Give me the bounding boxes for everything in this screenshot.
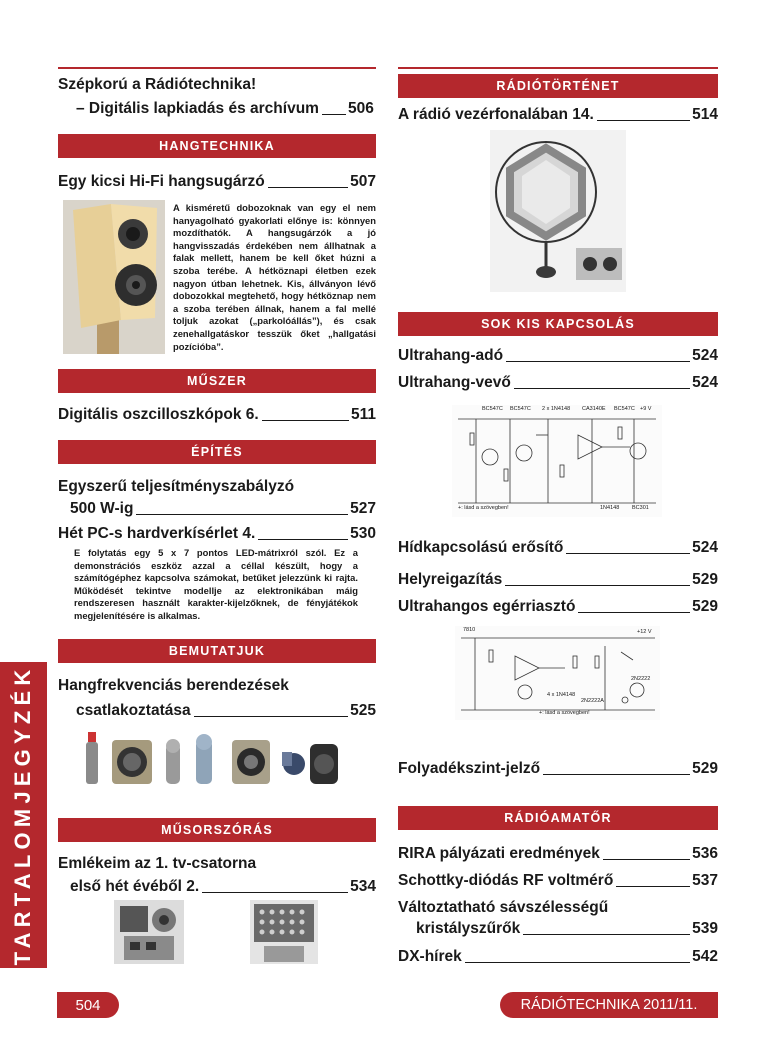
entry-title: Ultrahang-adó [398,347,504,364]
toc-entry-vezerfonal[interactable] [398,106,718,124]
magazine-issue: RÁDIÓTECHNIKA 2011/11. [500,992,718,1018]
toc-entry-pc-hardver[interactable] [58,525,376,543]
section-band-muszer: MŰSZER [58,369,376,393]
entry-page: 539 [692,920,718,937]
section-band-musorszoras: MŰSORSZÓRÁS [58,818,376,842]
entry-title: Hídkapcsolású erősítő [398,539,564,556]
connectors-photo [82,728,342,790]
leader-line [603,859,690,860]
leader-line [543,774,690,775]
page-number: 504 [57,992,119,1018]
speaker-photo [63,200,165,354]
leader-line [578,612,690,613]
egerriaszto-schematic [455,626,660,720]
top-rule-left [58,67,376,69]
section-band-epites: ÉPÍTÉS [58,440,376,464]
leader-line [505,585,690,586]
tv-equipment-photo-1 [114,900,184,964]
schematic-label: BC547C [614,406,635,412]
toc-entry-hidkapcsolasu[interactable] [398,539,718,557]
side-tab-label: TARTALOMJEGYZÉK [10,664,35,966]
entry-page: 542 [692,948,718,965]
schematic-label: +9 V [640,406,652,412]
leader-line [262,420,349,421]
leader-line [258,539,348,540]
toc-entry-schottky[interactable] [398,872,718,890]
schematic-label: 4 x 1N4148 [547,692,576,698]
entry-title: Schottky-diódás RF voltmérő [398,872,614,889]
toc-entry-teljesitmeny[interactable] [70,500,376,518]
toc-entry-folyadekszint[interactable] [398,760,718,778]
toc-entry-archivum[interactable] [76,100,376,118]
entry-title: DX-hírek [398,948,462,965]
schematic-label: BC547C [482,406,503,412]
intro-title: Szépkorú a Rádiótechnika! [58,76,257,93]
leader-line [322,114,346,115]
section-band-radioamator: RÁDIÓAMATŐR [398,806,718,830]
ultrahang-vevo-schematic [452,405,662,517]
schematic-label: +: lásd a szövegben! [458,505,509,511]
toc-entry-hangfrekvencias[interactable] [76,702,376,720]
entry-title: Digitális oszcilloszkópok 6. [58,406,259,423]
schematic-label: BC547C [510,406,531,412]
emlekeim-title-line1: Emlékeim az 1. tv-csatorna [58,855,257,872]
section-band-sok-kis-kapcsolas: SOK KIS KAPCSOLÁS [398,312,718,336]
entry-title: Folyadékszint-jelző [398,760,541,777]
entry-page: 527 [350,500,376,517]
loop-antenna-photo [490,130,626,292]
entry-title: – Digitális lapkiadás és archívum [76,100,319,117]
section-band-bemutatjuk: BEMUTATJUK [58,639,376,663]
top-rule-right [398,67,718,69]
toc-entry-ultrahang-vevo[interactable] [398,374,718,392]
entry-page: 525 [350,702,376,719]
tv-equipment-photo-2 [250,900,318,964]
entry-page: 506 [347,100,374,117]
leader-line [514,388,690,389]
toc-entry-ultrahang-ado[interactable] [398,347,718,365]
toc-entry-emlekeim[interactable] [70,878,376,896]
leader-line [597,120,690,121]
leader-line [194,716,349,717]
entry-page: 524 [692,347,718,364]
schematic-label: CA3140E [582,406,606,412]
entry-page: 514 [692,106,718,123]
toc-entry-rira[interactable] [398,845,718,863]
entry-title: első hét évéből 2. [70,878,200,895]
schematic-label: 7810 [463,627,476,633]
hifi-blurb: A kisméretű dobozoknak van egy el nem hanyagolható gyakorlati előnye is: könnyen mozdíthatók. A hangsugárzók a jó hangvisszadás érdekében nem állhatnak a falak mellett, hanem be kell őket húzni a szoba terébe. A hétköznapi életben ezek nagyon útban lehetnek. Kis, állványon lévő dobozokkal megtehető, hogy hétköznap nem a szoba terében állnak, hanem a fal mellé toljuk azokat („parkolóállás”), és csak zenehallgatáskor tesszük őket „hallgatási pozícióba”. [173,202,376,352]
toc-entry-dx-hirek[interactable] [398,948,718,966]
schematic-label: 2 x 1N4148 [542,406,571,412]
entry-page: 536 [692,845,718,862]
pc-blurb: E folytatás egy 5 x 7 pontos LED-mátrixról szól. Ez a demonstrációs eszköz azzal a céllal készült, hogy a számítógéphez kapcsolva számokat, betűket jelezzünk ki rajta. Működését tekintve modellje az elektronikában máig rendszeresen használt karakter-kijelzőknek, de fényjátékok megjelenítésére is alkalmas. [74,547,358,621]
toc-entry-hifi[interactable] [58,173,376,191]
entry-page: 511 [350,406,376,423]
entry-title: Egy kicsi Hi-Fi hangsugárzó [58,173,265,190]
schematic-label: BC301 [632,505,649,511]
entry-page: 524 [692,374,718,391]
entry-page: 529 [692,571,718,588]
entry-page: 507 [350,173,376,190]
entry-title: Hét PC-s hardverkísérlet 4. [58,525,256,542]
leader-line [202,892,348,893]
leader-line [506,361,690,362]
schematic-label: 2N2222A [581,698,604,704]
entry-page: 530 [350,525,376,542]
valtoztathato-title-line1: Változtatható sávszélességű [398,899,609,916]
entry-page: 524 [692,539,718,556]
section-band-hangtechnika: HANGTECHNIKA [58,134,376,158]
leader-line [268,187,348,188]
entry-page: 529 [692,598,718,615]
entry-title: Helyreigazítás [398,571,503,588]
leader-line [136,514,348,515]
hangfrek-title-line1: Hangfrekvenciás berendezések [58,677,289,694]
toc-entry-helyreigazitas[interactable] [398,571,718,589]
toc-entry-egerriaszto[interactable] [398,598,718,616]
toc-entry-kristalyszuro[interactable] [416,920,718,938]
leader-line [523,934,690,935]
schematic-label: +12 V [637,629,652,635]
entry-title: 500 W-ig [70,500,134,517]
section-band-radiotortenet: RÁDIÓTÖRTÉNET [398,74,718,98]
entry-title: A rádió vezérfonalában 14. [398,106,594,123]
toc-entry-oszcilloszkop[interactable] [58,406,376,424]
entry-title: kristályszűrők [416,920,521,937]
entry-title: Ultrahangos egérriasztó [398,598,576,615]
entry-title: RIRA pályázati eredmények [398,845,600,862]
entry-title: Ultrahang-vevő [398,374,511,391]
leader-line [566,553,690,554]
schematic-label: 1N4148 [600,505,620,511]
leader-line [616,886,690,887]
entry-title: csatlakoztatása [76,702,191,719]
entry-page: 534 [350,878,376,895]
leader-line [465,962,690,963]
schematic-label: +: lásd a szövegben! [539,710,590,716]
entry-page: 529 [692,760,718,777]
entry-page: 537 [692,872,718,889]
teljesitmeny-title-line1: Egyszerű teljesítményszabályzó [58,478,295,495]
schematic-label: 2N2222 [631,676,651,682]
